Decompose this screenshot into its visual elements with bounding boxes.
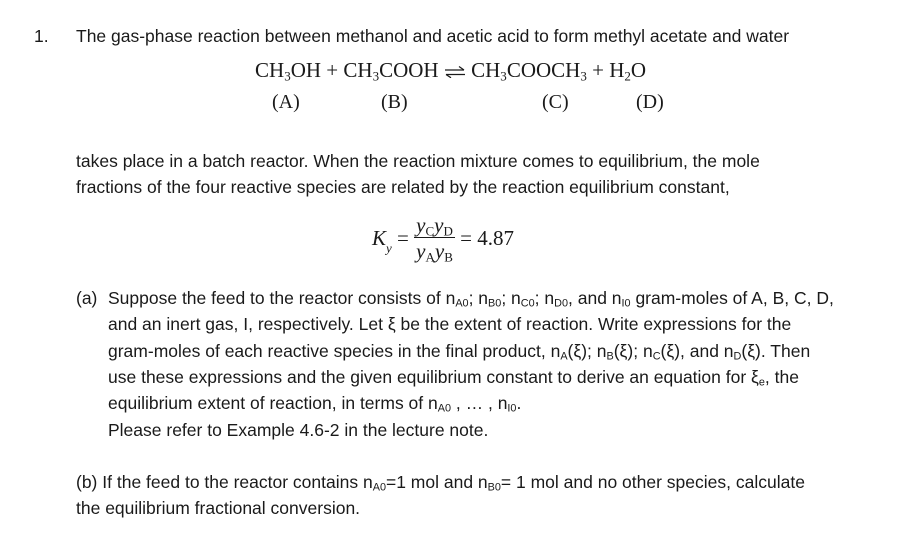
- fraction-numerator: $y_Cy_D$: [416, 213, 453, 239]
- part-b-label: (b): [76, 472, 98, 492]
- part-a-line-1: Suppose the feed to the reactor consists of $n_{A0}$; $n_{B0}$; $n_{C0}$; $n_{D0}$, and $n_{I0}$ gram-moles of A, B, C, D,: [108, 288, 834, 310]
- part-b-line-1: (b) If the feed to the reactor contains $n_{A0}=1$ mol and $n_{B0}= 1$ mol and no other species, calculate: [76, 472, 805, 494]
- problem-number: 1.: [34, 26, 49, 46]
- part-a-line-2: and an inert gas, I, respectively. Let ξ be the extent of reaction. Write expressions for the: [108, 314, 792, 334]
- product-water: $H_2O$: [609, 58, 647, 84]
- label-c: (C): [542, 91, 569, 113]
- description-line-2: fractions of the four reactive species are related by the reaction equilibrium constant,: [76, 177, 730, 197]
- label-a: (A): [272, 91, 300, 113]
- reactant-methanol: $CH_3OH$: [255, 58, 322, 84]
- part-a-line-4: use these expressions and the given equilibrium constant to derive an equation for $\xi_e$, the: [108, 367, 799, 389]
- reactant-acetic-acid: $CH_3COOH$: [343, 58, 439, 84]
- part-b-line-2: the equilibrium fractional conversion.: [76, 498, 361, 518]
- equilibrium-fraction: [414, 213, 455, 264]
- equilibrium-arrow-icon: [444, 66, 466, 78]
- reaction-equation: [255, 58, 646, 83]
- equilibrium-constant-equation: $K_y$ = $\frac{y_Cy_D}{y_Ay_B}$ = 4.87: [372, 213, 514, 265]
- part-a-line-3: gram-moles of each reactive species in the final product, $n_A(\xi)$; $n_B(\xi)$; $n_C(\xi)$, and $n_D(\xi)$. Then: [108, 341, 811, 363]
- part-a-label: (a): [76, 288, 98, 308]
- plus-sign: +: [326, 58, 339, 82]
- label-d: (D): [636, 91, 664, 113]
- plus-sign: +: [592, 58, 604, 82]
- label-b: (B): [381, 91, 408, 113]
- product-methyl-acetate: $CH_3COOCH_3$: [471, 58, 587, 84]
- part-a-reference: Please refer to Example 4.6-2 in the lecture note.: [108, 420, 489, 440]
- description-line-1: takes place in a batch reactor. When the reaction mixture comes to equilibrium, the mole: [76, 151, 760, 171]
- problem-intro: The gas-phase reaction between methanol and acetic acid to form methyl acetate and water: [76, 26, 790, 46]
- fraction-denominator: $y_Ay_B$: [416, 239, 453, 265]
- part-a-line-5: equilibrium extent of reaction, in terms of $n_{A0}$ , … , $n_{I0}$.: [108, 393, 522, 415]
